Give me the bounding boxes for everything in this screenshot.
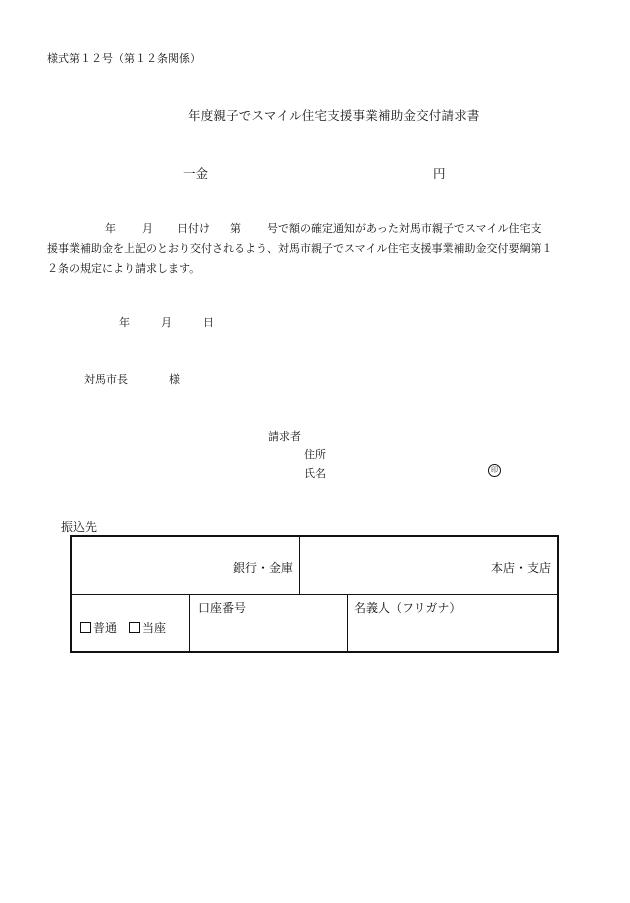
date-month: 月 <box>161 316 172 329</box>
document-title: 年度親子でスマイル住宅支援事業補助金交付請求書 <box>188 108 480 123</box>
addressee-honorific: 様 <box>169 373 180 386</box>
requester-label: 請求者 <box>268 430 301 443</box>
branch-type-label: 本店・支店 <box>490 561 551 575</box>
checkbox-icon[interactable] <box>129 622 140 633</box>
account-type-options <box>80 619 166 636</box>
bank-name-cell[interactable] <box>72 537 300 595</box>
statement-line-1-rest: 号で額の確定通知があった対馬市親子でスマイル住宅支 <box>267 222 542 235</box>
statement-line-3: ２条の規定により請求します。 <box>47 262 201 275</box>
account-type-checking[interactable] <box>129 621 166 635</box>
seal-mark: 印 <box>488 464 501 477</box>
amount-unit: 円 <box>433 166 446 181</box>
branch-name-cell[interactable] <box>300 537 557 595</box>
bank-account-table <box>70 535 559 653</box>
account-number-label: 口座番号 <box>198 601 247 615</box>
form-number: 様式第１２号（第１２条関係） <box>47 52 201 65</box>
checkbox-icon[interactable] <box>80 622 91 633</box>
transfer-destination-label: 振込先 <box>61 520 98 534</box>
request-statement <box>47 219 587 279</box>
notice-year: 年 <box>105 222 116 235</box>
name-label: 氏名 <box>304 467 326 480</box>
account-holder-label: 名義人（フリガナ） <box>354 601 462 615</box>
statement-line-1 <box>47 219 587 239</box>
address-label: 住所 <box>304 448 326 461</box>
amount-prefix: 一金 <box>183 166 209 181</box>
notice-month: 月 <box>142 222 153 235</box>
date-year: 年 <box>119 316 130 329</box>
date-day: 日 <box>203 316 214 329</box>
addressee-name: 対馬市長 <box>84 373 128 386</box>
statement-line-2: 援事業補助金を上記のとおり交付されるよう、対馬市親子でスマイル住宅支援事業補助金交付要綱第１ <box>47 242 553 255</box>
account-type-savings[interactable] <box>80 621 117 635</box>
account-number-cell[interactable] <box>190 595 348 651</box>
request-date <box>119 314 214 330</box>
notice-number-prefix: 第 <box>230 222 241 235</box>
account-type-checking-label: 当座 <box>142 621 167 635</box>
addressee <box>84 371 180 387</box>
account-type-savings-label: 普通 <box>93 621 118 635</box>
account-holder-cell[interactable] <box>348 595 557 651</box>
notice-date-suffix: 日付け <box>177 222 210 235</box>
bank-type-label: 銀行・金庫 <box>232 561 293 575</box>
account-type-cell <box>72 595 190 651</box>
